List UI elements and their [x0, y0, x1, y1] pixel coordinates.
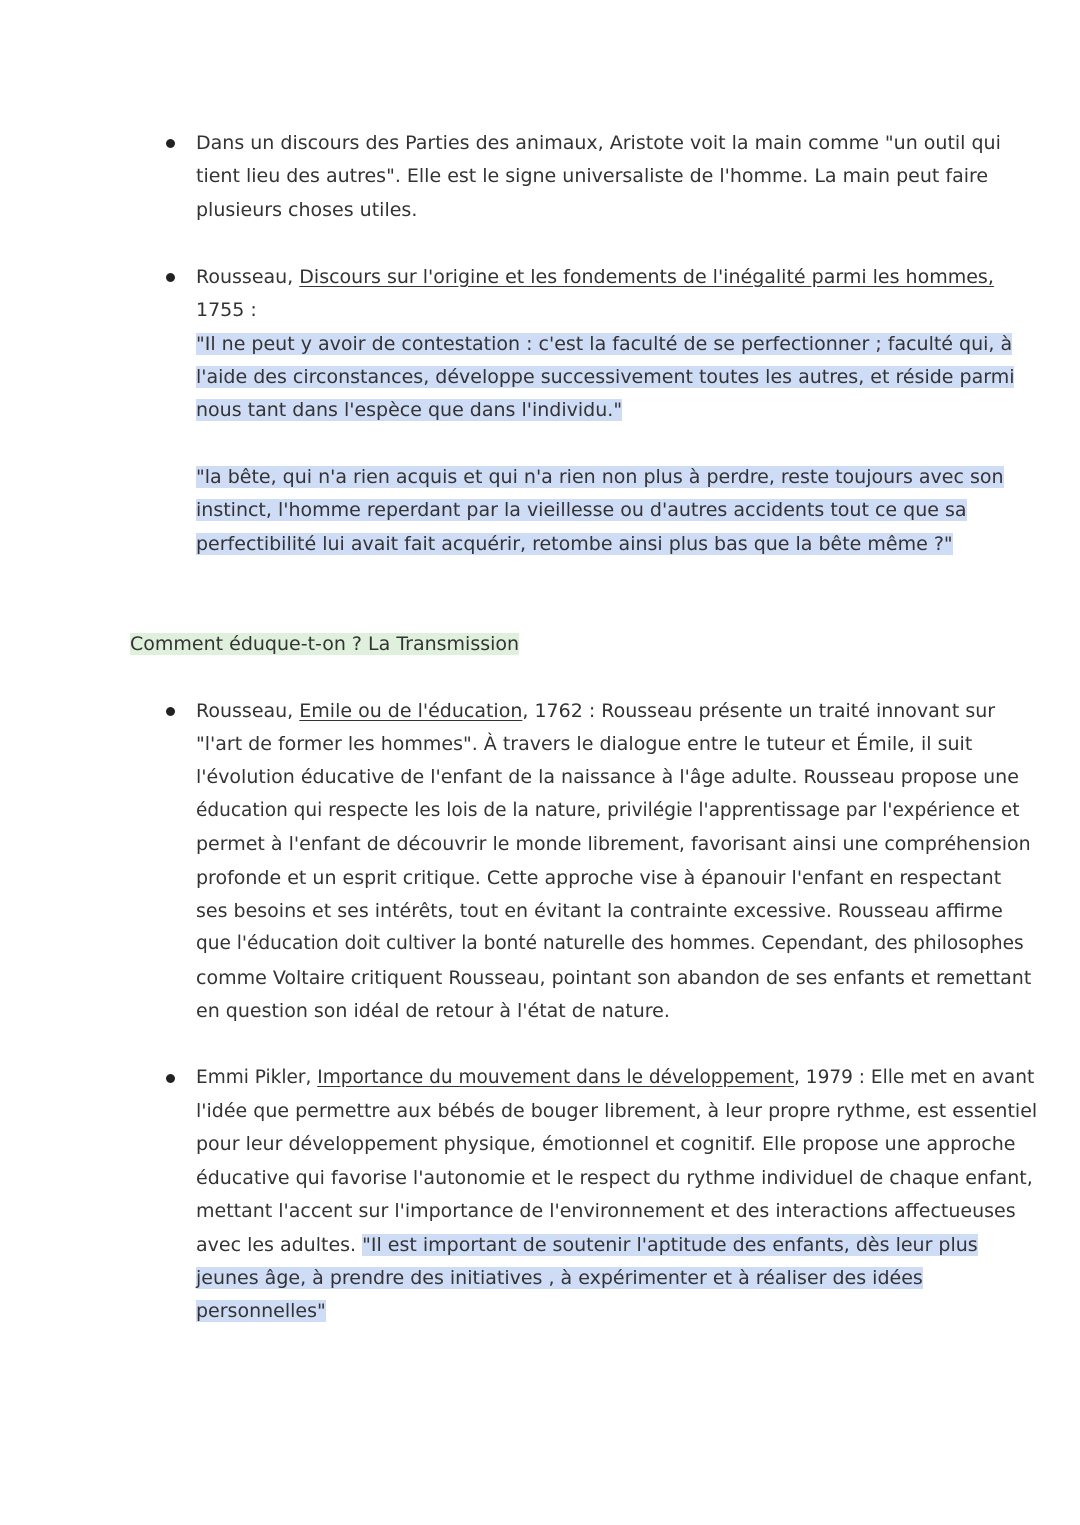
text-line: Emmi Pikler, Importance du mouvement dans le développement, 1979 : Elle met en avant [196, 1067, 1035, 1088]
text-line: l'évolution éducative de l'enfant de la naissance à l'âge adulte. Rousseau propose une [196, 766, 1019, 788]
author-name: Emmi Pikler, [196, 1067, 318, 1088]
author-name: Rousseau, [196, 700, 300, 722]
text-line: "l'art de former les hommes". À travers le dialogue entre le tuteur et Émile, il suit [196, 733, 973, 755]
section-heading: Comment éduque-t-on ? La Transmission [130, 633, 520, 655]
text-line: ses besoins et ses intérêts, tout en évitant la contrainte excessive. Rousseau affirme [196, 900, 1003, 922]
quote-line: l'aide des circonstances, développe successivement toutes les autres, et réside parmi [196, 366, 1015, 388]
quote-line: personnelles" [196, 1300, 326, 1322]
text-line: profonde et un esprit critique. Cette approche vise à épanouir l'enfant en respectant [196, 867, 1002, 889]
bullet-marker [166, 139, 175, 148]
bullet-marker [166, 1074, 175, 1083]
bullet-marker [166, 707, 175, 716]
bullet-marker [166, 273, 175, 282]
quote-line: instinct, l'homme reperdant par la vieillesse ou d'autres accidents tout ce que sa [196, 499, 967, 521]
text-line [196, 263, 994, 291]
text-line: comme Voltaire critiquent Rousseau, pointant son abandon de ses enfants et remettant [196, 967, 1032, 989]
text-line: en question son idéal de retour à l'état de nature. [196, 1000, 670, 1022]
text-line: avec les adultes. "Il est important de soutenir l'aptitude des enfants, dès leur plus [196, 1234, 978, 1256]
author-name: Rousseau, [196, 266, 300, 288]
work-title: Discours sur l'origine et les fondements de l'inégalité parmi les hommes, [299, 266, 994, 288]
text-line: éducation qui respecte les lois de la nature, privilégie l'apprentissage par l'expérience et [196, 800, 1020, 821]
text-line: Dans un discours des Parties des animaux, Aristote voit la main comme "un outil qui [196, 132, 1001, 154]
quote-line: "la bête, qui n'a rien acquis et qui n'a rien non plus à perdre, reste toujours avec son [196, 466, 1004, 488]
quote-line: "Il ne peut y avoir de contestation : c'est la faculté de se perfectionner ; faculté qui, à [196, 333, 1013, 355]
text-line: mettant l'accent sur l'importance de l'environnement et des interactions affectueuses [196, 1200, 1016, 1222]
quote-line: nous tant dans l'espèce que dans l'individu." [196, 399, 623, 421]
work-title: Importance du mouvement dans le développement [317, 1067, 795, 1088]
text-line: l'idée que permettre aux bébés de bouger librement, à leur propre rythme, est essentiel [196, 1100, 1038, 1122]
quote-line: jeunes âge, à prendre des initiatives , à expérimenter et à réaliser des idées [196, 1267, 923, 1289]
work-title: Emile ou de l'éducation [299, 700, 523, 722]
text-line: tient lieu des autres". Elle est le signe universaliste de l'homme. La main peut faire [196, 165, 989, 187]
text-line: pour leur développement physique, émotionnel et cognitif. Elle propose une approche [196, 1133, 1016, 1155]
quote-highlight: "Il est important de soutenir l'aptitude des enfants, dès leur plus [362, 1234, 978, 1256]
text-line: permet à l'enfant de découvrir le monde librement, favorisant ainsi une compréhension [196, 833, 1031, 855]
quote-line: perfectibilité lui avait fait acquérir, retombe ainsi plus bas que la bête même ?" [196, 533, 953, 555]
text-line: plusieurs choses utiles. [196, 199, 418, 221]
text-line: que l'éducation doit cultiver la bonté naturelle des hommes. Cependant, des philosophes [196, 933, 1024, 954]
text-line: 1755 : [196, 299, 257, 321]
text-line: éducative qui favorise l'autonomie et le respect du rythme individuel de chaque enfant, [196, 1167, 1033, 1189]
text-line: Rousseau, Emile ou de l'éducation, 1762 : Rousseau présente un traité innovant sur [196, 700, 996, 722]
